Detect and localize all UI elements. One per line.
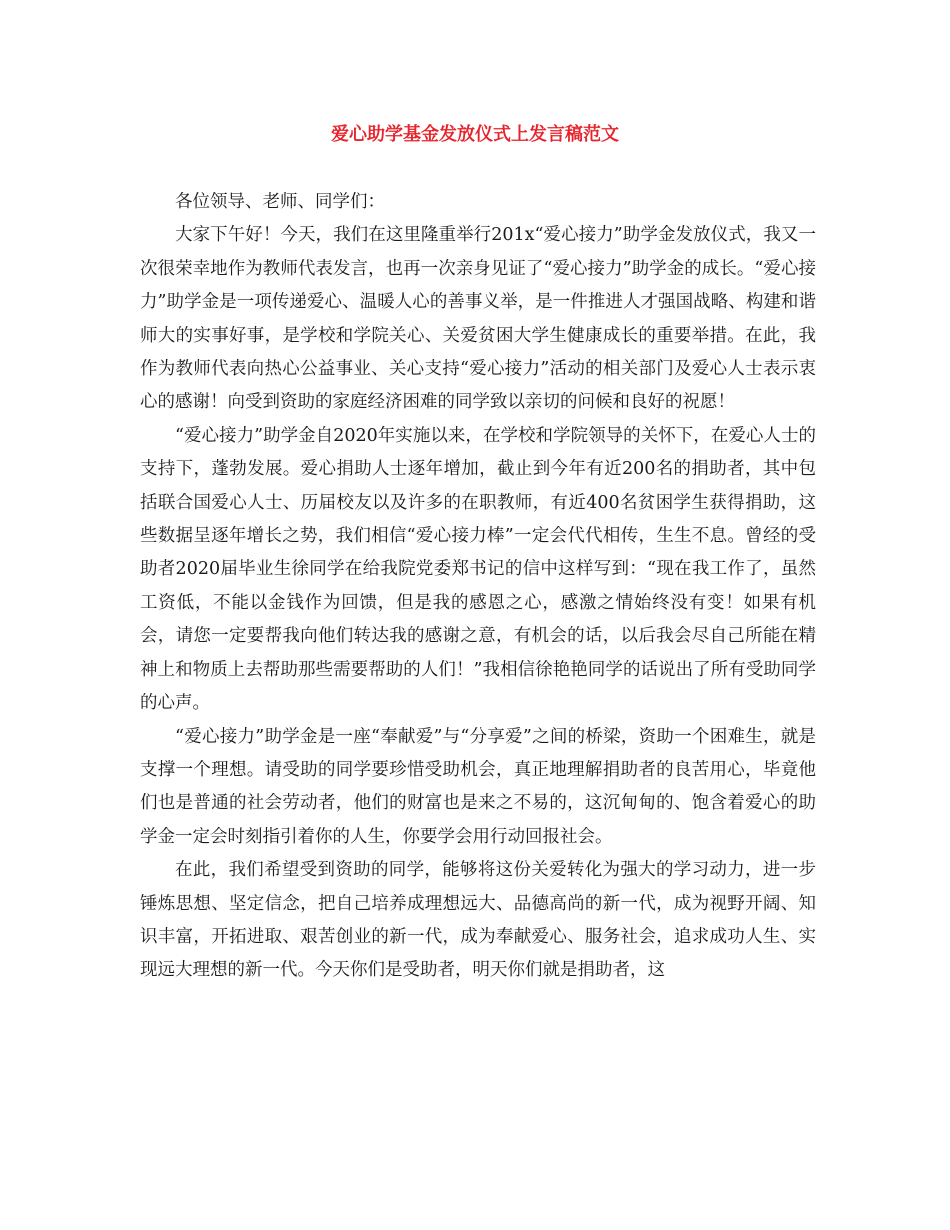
document-body xyxy=(140,186,816,988)
salutation-paragraph: 各位领导、老师、同学们： xyxy=(175,192,385,212)
body-paragraph-4: 在此，我们希望受到资助的同学，能够将这份关爱转化为强大的学习动力，进一步锤炼思想、坚定信念，把自己培养成理想远大、品德高尚的新一代，成为视野开阔、知识丰富，开拓进取、艰苦创业的新一代，成为奉献爱心、服务社会，追求成功人生、实现远大理想的新一代。今天你们是受助者，明天你们就是捐助者，这 xyxy=(140,860,816,981)
body-paragraph-1: 大家下午好！今天，我们在这里隆重举行201x“爱心接力”助学金发放仪式，我又一次很荣幸地作为教师代表发言，也再一次亲身见证了“爱心接力”助学金的成长。“爱心接力”助学金是一项传递爱心、温暖人心的善事义举，是一件推进人才强国战略、构建和谐师大的实事好事，是学校和学院关心、关爱贫困大学生健康成长的重要举措。在此，我作为教师代表向热心公益事业、关心支持“爱心接力”活动的相关部门及爱心人士表示衷心的感谢！向受到资助的家庭经济困难的同学致以亲切的问候和良好的祝愿！ xyxy=(140,225,816,413)
document-title: 爱心助学基金发放仪式上发言稿范文 xyxy=(331,124,619,145)
body-paragraph-3: “爱心接力”助学金是一座“奉献爱”与“分享爱”之间的桥梁，资助一个困难生，就是支撑一个理想。请受助的同学要珍惜受助机会，真正地理解捐助者的良苦用心，毕竟他们也是普通的社会劳动者，他们的财富也是来之不易的，这沉甸甸的、饱含着爱心的助学金一定会时刻指引着你的人生，你要学会用行动回报社会。 xyxy=(140,726,816,847)
body-paragraph-2: “爱心接力”助学金自2020年实施以来，在学校和学院领导的关怀下，在爱心人士的支持下，蓬勃发展。爱心捐助人士逐年增加，截止到今年有近200名的捐助者，其中包括联合国爱心人士、历届校友以及许多的在职教师，有近400名贫困学生获得捐助，这些数据呈逐年增长之势，我们相信“爱心接力棒”一定会代代相传，生生不息。曾经的受助者2020届毕业生徐同学在给我院党委郑书记的信中这样写到：“现在我工作了，虽然工资低，不能以金钱作为回馈，但是我的感恩之心，感激之情始终没有变！如果有机会，请您一定要帮我向他们转达我的感谢之意，有机会的话，以后我会尽自己所能在精神上和物质上去帮助那些需要帮助的人们！”我相信徐艳艳同学的话说出了所有受助同学的心声。 xyxy=(140,425,816,714)
